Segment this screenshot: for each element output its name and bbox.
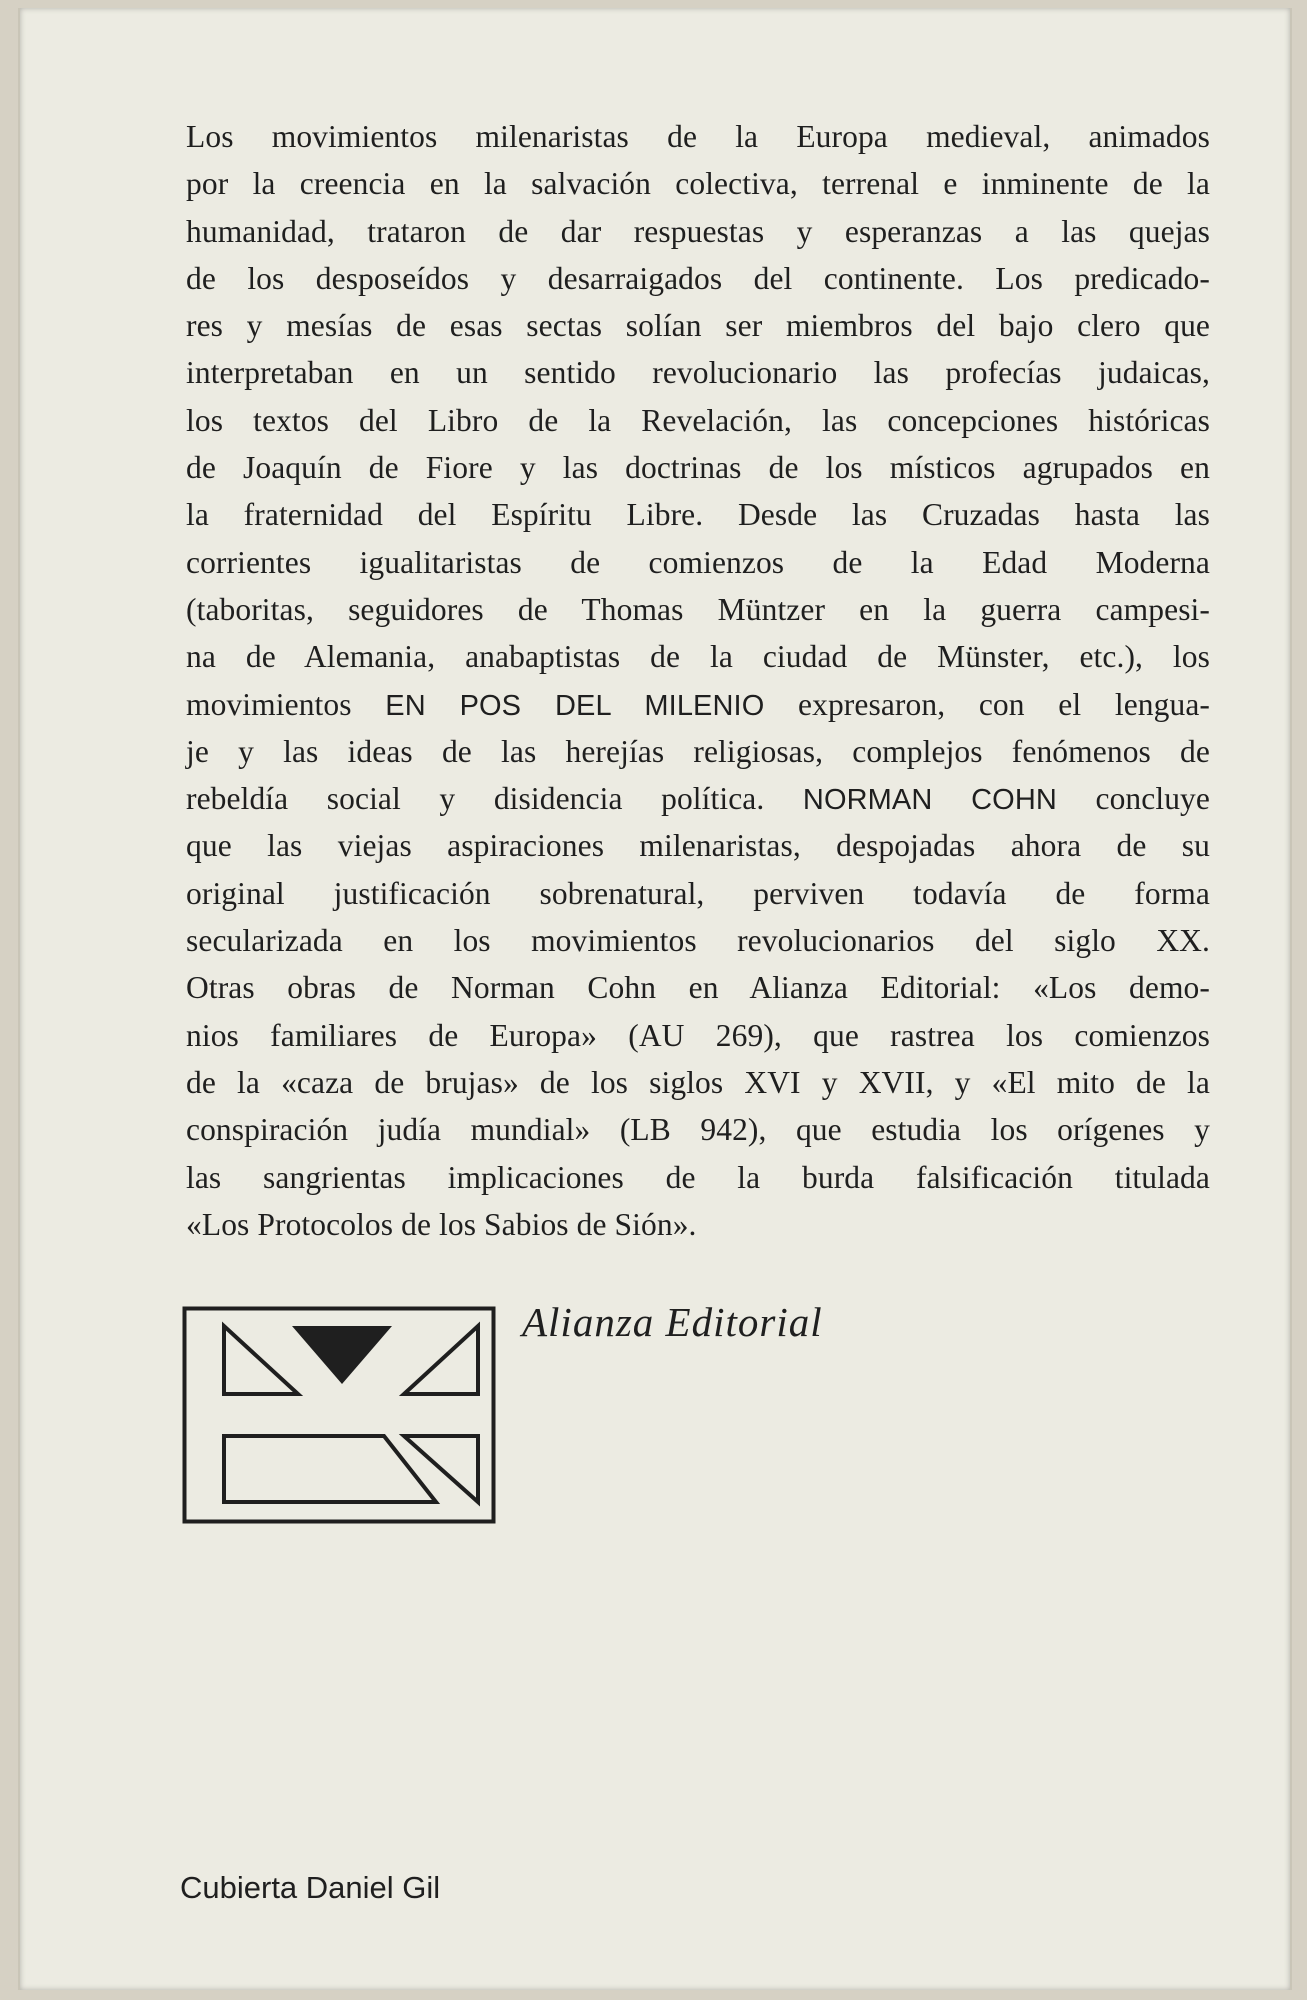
blurb-line: res y mesías de esas sectas solían ser miembros del bajo clero que <box>186 308 1210 344</box>
logo-triangle-top-left <box>224 1326 298 1394</box>
blurb-line: interpretaban en un sentido revolucionario las profecías judaicas, <box>186 355 1210 391</box>
blurb-line: (taboritas, seguidores de Thomas Müntzer en la guerra campesi- <box>186 591 1210 627</box>
blurb-line: nios familiares de Europa» (AU 269), que rastrea los comienzos <box>186 1017 1210 1053</box>
blurb-line: Otras obras de Norman Cohn en Alianza Editorial: «Los demo- <box>186 970 1210 1006</box>
blurb-fragment: rebeldía social y disidencia política. <box>186 781 765 817</box>
publisher-logo <box>182 1306 496 1524</box>
book-back-cover <box>18 8 1292 1990</box>
publisher-name: Alianza Editorial <box>522 1299 823 1345</box>
blurb-line: conspiración judía mundial» (LB 942), que estudia los orígenes y <box>186 1112 1210 1148</box>
blurb-line: la fraternidad del Espíritu Libre. Desde las Cruzadas hasta las <box>186 497 1210 533</box>
blurb-line: los textos del Libro de la Revelación, las concepciones históricas <box>186 402 1210 438</box>
blurb-line: «Los Protocolos de los Sabios de Sión». <box>186 1206 697 1242</box>
blurb-line: humanidad, trataron de dar respuestas y esperanzas a las quejas <box>186 213 1210 249</box>
cover-credit: Cubierta Daniel Gil <box>180 1870 441 1905</box>
blurb-line: original justificación sobrenatural, perviven todavía de forma <box>186 875 1210 911</box>
blurb-line: je y las ideas de las herejías religiosas, complejos fenómenos de <box>186 733 1210 769</box>
blurb-line: que las viejas aspiraciones milenaristas, despojadas ahora de su <box>186 828 1210 864</box>
blurb-fragment: movimientos <box>186 686 352 722</box>
blurb-line: na de Alemania, anabaptistas de la ciudad de Münster, etc.), los <box>186 639 1210 675</box>
blurb-text <box>186 113 1210 1248</box>
blurb-line: de los desposeídos y desarraigados del continente. Los predicado- <box>186 260 1210 296</box>
logo-triangle-top-right <box>404 1326 478 1394</box>
blurb-line: por la creencia en la salvación colectiva, terrenal e inminente de la <box>186 166 1210 202</box>
blurb-fragment: expresaron, con el lengua- <box>798 686 1210 722</box>
author-name: NORMAN COHN <box>802 784 1057 817</box>
blurb-line-with-title <box>186 681 1210 728</box>
blurb-line: corrientes igualitaristas de comienzos de la Edad Moderna <box>186 544 1210 580</box>
logo-triangle-bottom-right <box>404 1436 478 1502</box>
blurb-line: Los movimientos milenaristas de la Europa medieval, animados <box>186 119 1210 154</box>
blurb-line: las sangrientas implicaciones de la burda falsificación titulada <box>186 1159 1210 1195</box>
blurb-line: de la «caza de brujas» de los siglos XVI y XVII, y «El mito de la <box>186 1064 1210 1100</box>
logo-triangle-center <box>292 1326 392 1384</box>
logo-trapezoid-bottom <box>224 1436 436 1502</box>
blurb-line-with-author <box>186 775 1210 822</box>
blurb-line: secularizada en los movimientos revolucionarios del siglo XX. <box>186 923 1210 959</box>
blurb-fragment: concluye <box>1095 781 1210 817</box>
blurb-line: de Joaquín de Fiore y las doctrinas de los místicos agrupados en <box>186 450 1210 486</box>
book-title: EN POS DEL MILENIO <box>385 689 765 722</box>
